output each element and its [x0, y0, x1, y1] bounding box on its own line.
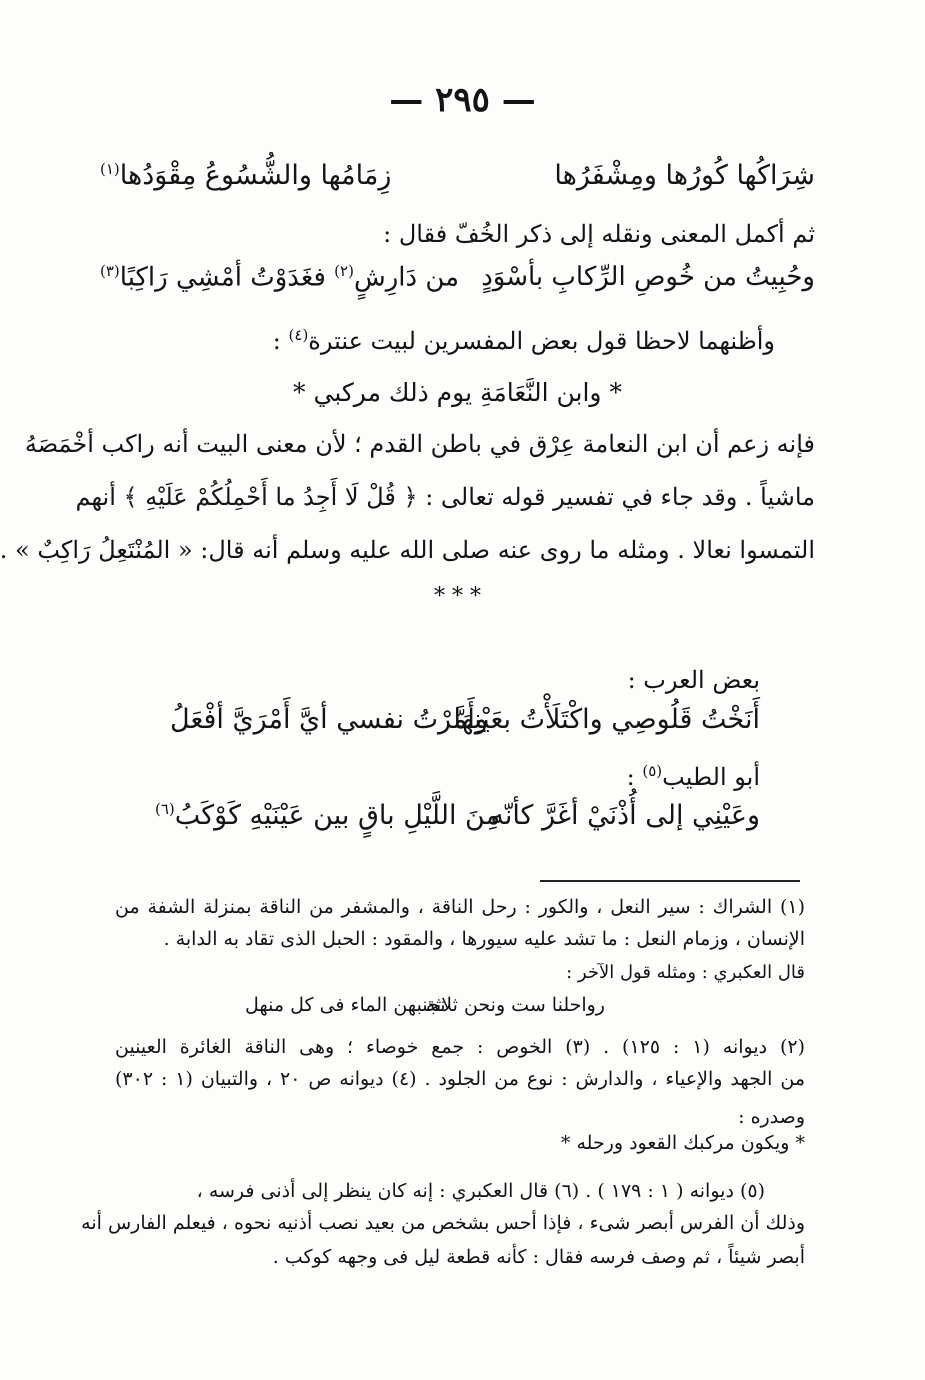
footnote-ref-2: (٢) — [334, 262, 354, 280]
text-line-2: ثم أكمل المعنى ونقله إلى ذكر الخُفّ فقال : — [383, 220, 815, 248]
verse-2-second-hemistich — [100, 262, 459, 293]
footnote-1-verse — [115, 994, 805, 1024]
verse-1-second-text: زِمَامُها والشُّسُوعُ مِقْوَدُها — [119, 160, 392, 191]
paragraph-line-1: فإنه زعم أن ابن النعامة عِرْق في باطن القدم ؛ لأن معنى البيت أنه راكب أخْمَصَهُ — [24, 430, 815, 458]
verse-4-second-hemistich — [155, 800, 500, 831]
verse-4 — [100, 800, 815, 850]
footnote-ref-1: (١) — [100, 160, 120, 178]
footnote-ref-4: (٤) — [288, 326, 309, 344]
footnote-ref-3: (٣) — [100, 262, 120, 280]
footnote-1-verse-first: رواحلنا ست ونحن ثلاثة — [425, 994, 605, 1016]
footnote-1-line-c: قال العكبري : ومثله قول الآخر : — [566, 962, 805, 983]
attribution-tayyib — [627, 762, 760, 791]
text-line-3-tail: : — [272, 327, 289, 355]
text-line-3-body: وأظنهما لاحظا قول بعض المفسرين لبيت عنترة — [308, 327, 775, 355]
footnote-2-3-line: (٢) ديوانه (١ : ١٢٥) . (٣) الخوص : جمع خوصاء ؛ وهى الناقة الغائرة العينين — [115, 1036, 805, 1058]
footnote-4-quote: * ويكون مركبك القعود ورحله * — [560, 1132, 805, 1154]
verse-3 — [100, 704, 815, 754]
footnote-1-line-b: الإنسان ، وزمام النعل : ما تشد عليه سيورها ، والمقود : الحبل الذى تقاد به الدابة . — [163, 928, 805, 950]
verse-2-first-hemistich: وحُبِيتُ من خُوصِ الرِّكابِ بأسْوَدٍ — [481, 262, 815, 292]
text-line-3 — [273, 326, 775, 355]
footnote-divider — [540, 880, 800, 882]
footnote-6-line-c: أبصر شيئاً ، ثم وصف فرسه فقال : كأنه قطعة ليل فى وجهه كوكب . — [272, 1246, 805, 1268]
verse-3-first-hemistich: أَنَخْتُ قَلُوصِي واكْتَلَأْتُ بعَيْنِهَا — [453, 704, 760, 735]
verse-1-first-hemistich: شِرَاكُها كُورُها ومِشْفَرُها — [554, 160, 815, 191]
footnote-1-line-a: (١) الشراك : سير النعل ، والكور : رحل الناقة ، والمشفر من الناقة بمنزلة الشفة من — [115, 896, 805, 918]
verse-1 — [100, 160, 815, 210]
verse-2-second-a: من دَارِشٍ — [353, 262, 460, 293]
verse-4-first-hemistich: وعَيْنِي إلى أُذْنَيْ أغَرَّ كأنّه — [490, 800, 760, 831]
verse-2 — [100, 262, 815, 312]
paragraph-line-2: ماشياً . وقد جاء في تفسير قوله تعالى : ﴿ قُلْ لَا أَجِدُ ما أَحْمِلُكُمْ عَلَيْهِ ﴾ أنهم — [75, 483, 815, 511]
attribution-tayyib-tail: : — [626, 763, 643, 791]
footnote-1-verse-second: نجنبهن الماء فى كل منهل — [245, 994, 446, 1016]
footnote-4-label: وصدره : — [738, 1106, 805, 1128]
section-stars: * * * — [434, 584, 481, 609]
verse-1-second-hemistich — [100, 160, 391, 191]
footnote-6-line-b: وذلك أن الفرس أبصر شىء ، فإذا أحس بشخص من بعيد نصب أذنيه نحوه ، فيعلم الفارس أنه — [81, 1212, 805, 1234]
verse-2-second-b: فغَدَوْتُ أمْشِي رَاكِبًا — [119, 262, 326, 293]
paragraph-line-3: التمسوا نعالا . ومثله ما روى عنه صلى الله عليه وسلم أنه قال: « المُنْتَعِلُ رَاكِبٌ » . — [0, 536, 815, 564]
footnote-3-4-line: من الجهد والإعياء ، والدارش : نوع من الجلود . (٤) ديوانه ص ٢٠ ، والتبيان (١ : ٣٠٢) — [115, 1068, 806, 1090]
verse-4-second-text: مِنَ اللَّيْلِ باقٍ بين عَيْنَيْهِ كَوْكَبُ — [174, 800, 501, 831]
page-number: — ٢٩٥ — — [389, 80, 536, 120]
footnote-5-6-line: (٥) ديوانه ( ١ : ١٧٩ ) . (٦) قال العكبري : إنه كان ينظر إلى أذنى فرسه ، — [196, 1180, 765, 1202]
footnote-ref-6: (٦) — [155, 800, 175, 818]
attribution-arab: بعض العرب : — [627, 666, 760, 694]
attribution-tayyib-name: أبو الطيب — [662, 763, 760, 791]
verse-3-second-hemistich: وأَمَّرْتُ نفسي أيَّ أَمْرَيَّ أفْعَلُ — [170, 704, 488, 735]
footnote-ref-5: (٥) — [642, 762, 663, 780]
quote-line: * وابن النَّعَامَةِ يوم ذلك مركبي * — [293, 378, 622, 407]
